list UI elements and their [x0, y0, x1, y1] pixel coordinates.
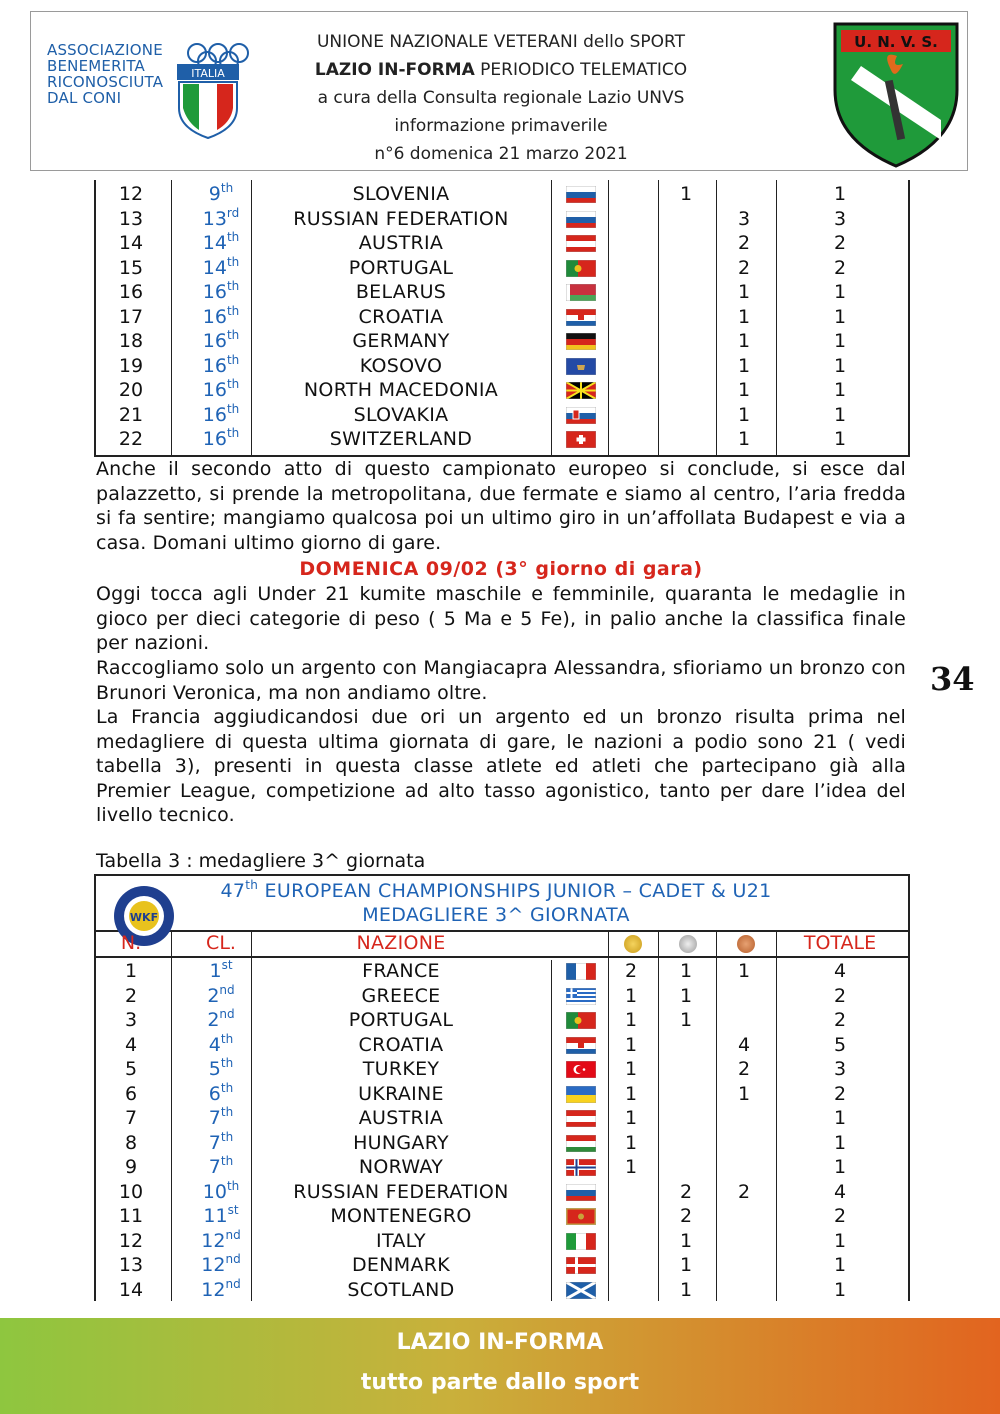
rank-number: 21	[118, 403, 144, 426]
nation-name: AUSTRIA	[358, 1107, 444, 1129]
gold-count: 1	[624, 984, 638, 1007]
total-count: 1	[833, 183, 847, 205]
classification-suffix: th	[226, 377, 240, 391]
rank-number: 13	[118, 207, 144, 230]
rank-number: 19	[118, 354, 144, 377]
rank-number: 13	[118, 1254, 144, 1276]
rank-number: 9	[124, 1156, 138, 1178]
total-count: 4	[833, 1180, 847, 1203]
total-count: 1	[833, 1278, 847, 1301]
header-cl: CL.	[206, 932, 236, 954]
nation-name: AUSTRIA	[358, 232, 444, 254]
table-row	[96, 1080, 908, 1108]
total-count: 1	[833, 403, 847, 426]
france-flag-icon	[566, 963, 596, 980]
classification-suffix: th	[220, 181, 234, 195]
svg-text:WKF: WKF	[129, 911, 159, 924]
table-row	[96, 982, 908, 1010]
classification-suffix: th	[220, 1080, 234, 1095]
header-title-block	[231, 28, 771, 168]
montenegro-flag-icon	[566, 1208, 596, 1225]
gold-medal-icon	[624, 935, 642, 953]
classification-number: 4	[208, 1033, 221, 1056]
silver-count: 1	[679, 183, 693, 205]
total-count: 1	[833, 379, 847, 401]
ukraine-flag-icon	[566, 1086, 596, 1103]
nation-name: GREECE	[361, 984, 441, 1007]
total-count: 5	[833, 1033, 847, 1056]
table-title-rest: EUROPEAN CHAMPIONSHIPS JUNIOR – CADET & U21	[258, 880, 772, 902]
gold-count: 1	[624, 1156, 638, 1178]
association-text	[47, 42, 163, 106]
table-row	[96, 205, 908, 233]
nation-name: FRANCE	[362, 960, 440, 982]
association-line-1: ASSOCIAZIONE	[47, 41, 163, 59]
header-nation: NAZIONE	[356, 932, 446, 954]
page-header	[30, 11, 968, 171]
slovenia-flag-icon	[566, 186, 596, 203]
classification-suffix: th	[220, 1031, 234, 1046]
classification-number: 16	[202, 305, 227, 328]
portugal-flag-icon	[566, 1012, 596, 1029]
croatia-flag-icon	[566, 1037, 596, 1054]
table-row	[96, 1107, 908, 1132]
table-row	[96, 401, 908, 429]
rank-number: 1	[124, 960, 138, 982]
header-line-5: n°6 domenica 21 marzo 2021	[374, 144, 628, 164]
medal-table-3	[94, 874, 910, 1301]
total-count: 2	[833, 1205, 847, 1227]
table-row	[96, 379, 908, 404]
association-line-4	[47, 90, 163, 106]
total-count: 2	[833, 232, 847, 254]
total-count: 1	[833, 428, 847, 450]
total-count: 1	[833, 281, 847, 303]
header-line-2	[231, 56, 771, 84]
classification-suffix: nd	[225, 1276, 241, 1291]
rank-number: 15	[118, 256, 144, 279]
rank-number: 20	[118, 379, 144, 401]
rank-number: 18	[118, 330, 144, 352]
classification-number: 13	[202, 207, 227, 230]
classification-number: 10	[202, 1180, 227, 1203]
classification-suffix: th	[226, 1178, 240, 1193]
bronze-count: 1	[737, 305, 751, 328]
nation-name: RUSSIAN FEDERATION	[293, 207, 509, 230]
bronze-count: 2	[737, 1180, 751, 1203]
classification-suffix: th	[226, 328, 240, 342]
bronze-count: 1	[737, 403, 751, 426]
classification-suffix: th	[226, 426, 240, 440]
table-row	[96, 960, 908, 985]
classification-number: 6	[208, 1082, 221, 1105]
association-line-3: RICONOSCIUTA	[47, 73, 164, 91]
table-title-sup: th	[245, 878, 259, 892]
silver-medal-icon	[679, 935, 697, 953]
classification-suffix: th	[226, 401, 240, 416]
nation-name: ITALY	[376, 1229, 426, 1252]
gold-count: 1	[624, 1009, 638, 1031]
bronze-count: 1	[737, 1082, 751, 1105]
rank-number: 14	[118, 1278, 144, 1301]
rank-number: 16	[118, 281, 144, 303]
denmark-flag-icon	[566, 1257, 596, 1274]
classification-number: 5	[208, 1058, 221, 1080]
bronze-count: 1	[737, 281, 751, 303]
germany-flag-icon	[566, 333, 596, 350]
bronze-count: 2	[737, 232, 751, 254]
classification-number: 9	[208, 183, 221, 205]
gold-count: 1	[624, 1033, 638, 1056]
classification-suffix: nd	[225, 1227, 241, 1242]
total-count: 1	[833, 1156, 847, 1178]
total-count: 3	[833, 1058, 847, 1080]
nation-name: NORTH MACEDONIA	[303, 379, 499, 401]
nation-name: DENMARK	[352, 1254, 450, 1276]
total-count: 2	[833, 256, 847, 279]
total-count: 4	[833, 960, 847, 982]
classification-suffix: rd	[226, 205, 240, 220]
nation-name: HUNGARY	[353, 1131, 449, 1154]
classification-number: 16	[202, 330, 227, 352]
table-title-num: 47	[220, 880, 246, 902]
table-row	[96, 1254, 908, 1279]
bronze-medal-icon	[737, 935, 755, 953]
nation-name: NORWAY	[358, 1156, 444, 1178]
hungary-flag-icon	[566, 1135, 596, 1152]
classification-number: 7	[208, 1156, 221, 1178]
rank-number: 11	[118, 1205, 144, 1227]
day-title: DOMENICA 09/02 (3° giorno di gara)	[299, 558, 703, 580]
switzerland-flag-icon	[566, 431, 596, 448]
svg-text:U. N. V. S.: U. N. V. S.	[854, 33, 938, 51]
classification-suffix: th	[220, 1105, 234, 1119]
norway-flag-icon	[566, 1159, 596, 1176]
header-line-3: a cura della Consulta regionale Lazio UNVS	[317, 88, 685, 108]
silver-count: 1	[679, 1009, 693, 1031]
portugal-flag-icon	[566, 260, 596, 277]
gold-count: 1	[624, 1082, 638, 1105]
classification-number: 16	[202, 428, 227, 450]
total-count: 1	[833, 305, 847, 328]
kosovo-flag-icon	[566, 358, 596, 375]
table-row	[96, 254, 908, 282]
bronze-count: 2	[737, 1058, 751, 1080]
page-number: 34	[930, 660, 975, 698]
classification-number: 1	[209, 960, 222, 982]
footer-slogan: tutto parte dallo sport	[360, 1370, 640, 1395]
bronze-count: 1	[737, 330, 751, 352]
italy-flag-icon	[566, 1233, 596, 1250]
rank-number: 17	[118, 305, 144, 328]
classification-number: 7	[208, 1131, 221, 1154]
gold-count: 2	[624, 960, 638, 982]
header-total: TOTALE	[803, 932, 877, 954]
classification-suffix: th	[226, 230, 240, 244]
table-row	[96, 428, 908, 453]
rank-number: 8	[124, 1131, 138, 1154]
classification-number: 16	[202, 281, 227, 303]
header-line-4: informazione primaverile	[394, 116, 608, 136]
classification-number: 16	[202, 379, 227, 401]
nation-name: CROATIA	[358, 1033, 444, 1056]
total-count: 3	[833, 207, 847, 230]
rank-number: 6	[124, 1082, 138, 1105]
total-count: 1	[833, 1107, 847, 1129]
rank-number: 3	[124, 1009, 138, 1031]
total-count: 1	[833, 354, 847, 377]
rank-number: 14	[118, 232, 144, 254]
classification-number: 16	[202, 403, 227, 426]
nation-name: TURKEY	[362, 1058, 440, 1080]
classification-suffix: th	[220, 1056, 234, 1070]
paragraph-1	[96, 457, 906, 555]
nation-name: GERMANY	[352, 330, 450, 352]
slovakia-flag-icon	[566, 407, 596, 424]
paragraph-3	[96, 656, 906, 705]
austria-flag-icon	[566, 235, 596, 252]
bronze-count: 1	[737, 428, 751, 450]
classification-number: 12	[201, 1278, 226, 1301]
table-row	[96, 1031, 908, 1059]
classification-number: 11	[203, 1205, 228, 1227]
paragraph-1-text: Anche il secondo atto di questo campionato europeo si conclude, si esce dal palazzetto, si prende la metropolitana, due fermate e siamo al centro, l’aria fredda si fa sentire; mangiamo qualcosa poi un ultimo giro in un’affollata Budapest e via a casa. Domani ultimo giorno di gare.	[96, 458, 906, 554]
total-count: 2	[833, 1009, 847, 1031]
table-row	[96, 330, 908, 355]
classification-suffix: th	[226, 352, 240, 367]
nation-name: SLOVAKIA	[353, 403, 449, 426]
classification-number: 2	[207, 1009, 220, 1031]
bronze-count: 1	[737, 354, 751, 377]
macedonia-flag-icon	[566, 382, 596, 399]
total-count: 2	[833, 984, 847, 1007]
table-row	[96, 1178, 908, 1206]
classification-suffix: st	[221, 958, 233, 972]
nation-name: UKRAINE	[358, 1082, 444, 1105]
rank-number: 5	[124, 1058, 138, 1080]
table-subtitle: MEDAGLIERE 3^ GIORNATA	[362, 904, 630, 926]
paragraph-2	[96, 582, 906, 656]
classification-suffix: nd	[219, 1007, 235, 1021]
table-row	[96, 1156, 908, 1181]
header-line-2-rest: PERIODICO TELEMATICO	[474, 60, 688, 80]
table-row	[96, 1009, 908, 1034]
gold-count: 1	[624, 1131, 638, 1154]
nation-name: PORTUGAL	[348, 256, 454, 279]
silver-count: 1	[679, 1278, 693, 1301]
silver-count: 1	[679, 1254, 693, 1276]
rank-number: 2	[124, 984, 138, 1007]
russia-flag-icon	[566, 1184, 596, 1201]
nation-name: SLOVENIA	[352, 183, 450, 205]
silver-count: 2	[679, 1180, 693, 1203]
table-row	[96, 352, 908, 380]
table-header-row	[96, 932, 908, 958]
table-row	[96, 303, 908, 331]
nation-name: RUSSIAN FEDERATION	[293, 1180, 509, 1203]
rank-number: 7	[124, 1107, 138, 1129]
silver-count: 1	[679, 1229, 693, 1252]
rank-number: 10	[118, 1180, 144, 1203]
bronze-count: 3	[737, 207, 751, 230]
rank-number: 22	[118, 428, 144, 450]
classification-suffix: st	[227, 1203, 239, 1217]
classification-number: 2	[207, 984, 220, 1007]
silver-count: 1	[679, 984, 693, 1007]
table-row	[96, 1058, 908, 1083]
rank-number: 12	[118, 183, 144, 205]
total-count: 1	[833, 1229, 847, 1252]
header-line-2-bold: LAZIO IN-FORMA	[314, 60, 475, 80]
silver-count: 2	[679, 1205, 693, 1227]
table-rows	[96, 960, 908, 1303]
table-row	[96, 281, 908, 306]
header-no: N.	[120, 932, 142, 954]
table-rows	[96, 183, 908, 453]
total-count: 1	[833, 330, 847, 352]
gold-count: 1	[624, 1058, 638, 1080]
table-row	[96, 232, 908, 257]
footer-title: LAZIO IN-FORMA	[396, 1330, 604, 1355]
bronze-count: 1	[737, 960, 751, 982]
nation-name: KOSOVO	[359, 354, 443, 377]
association-line-4-text: DAL CONI	[47, 89, 122, 107]
scotland-flag-icon	[566, 1282, 596, 1299]
classification-number: 14	[202, 256, 227, 279]
belarus-flag-icon	[566, 284, 596, 301]
total-count: 1	[833, 1254, 847, 1276]
medal-table-continued	[94, 180, 910, 457]
classification-suffix: th	[220, 1154, 234, 1168]
classification-suffix: th	[220, 1129, 234, 1144]
table-row	[96, 1227, 908, 1255]
croatia-flag-icon	[566, 309, 596, 326]
classification-suffix: nd	[225, 1252, 241, 1266]
table-caption: Tabella 3 : medagliere 3^ giornata	[96, 850, 426, 872]
classification-number: 12	[201, 1254, 226, 1276]
nation-name: SCOTLAND	[347, 1278, 455, 1301]
rank-number: 12	[118, 1229, 144, 1252]
greece-flag-icon	[566, 988, 596, 1005]
classification-number: 14	[202, 232, 227, 254]
nation-name: SWITZERLAND	[329, 428, 473, 450]
classification-suffix: nd	[219, 982, 235, 997]
silver-count: 1	[679, 960, 693, 982]
nation-name: BELARUS	[355, 281, 447, 303]
table-row	[96, 1205, 908, 1230]
russia-flag-icon	[566, 211, 596, 228]
unvs-shield-logo	[831, 20, 961, 168]
classification-number: 12	[201, 1229, 226, 1252]
classification-number: 7	[208, 1107, 221, 1129]
table-title-area	[96, 876, 908, 932]
paragraph-4	[96, 705, 906, 828]
table-title	[196, 880, 796, 902]
total-count: 1	[833, 1131, 847, 1154]
classification-suffix: th	[226, 254, 240, 269]
page-footer	[0, 1318, 1000, 1414]
association-line-2: BENEMERITA	[47, 57, 145, 75]
nation-name: MONTENEGRO	[330, 1205, 472, 1227]
nation-name: PORTUGAL	[348, 1009, 454, 1031]
paragraph-4-text: La Francia aggiudicandosi due ori un argento ed un bronzo risulta prima nel medagliere di questa ultima giornata di gare, le nazioni a podio sono 21 ( vedi tabella 3), presenti in questa classe atlete ed atleti che partecipano già alla Premier League, competizione ad alto tasso agonistico, tanto per dare l’idea del livello tecnico.	[96, 706, 906, 826]
nation-name: CROATIA	[358, 305, 444, 328]
header-line-1: UNIONE NAZIONALE VETERANI dello SPORT	[316, 32, 686, 52]
rank-number: 4	[124, 1033, 138, 1056]
total-count: 2	[833, 1082, 847, 1105]
table-row	[96, 183, 908, 208]
austria-flag-icon	[566, 1110, 596, 1127]
paragraph-2-text: Oggi tocca agli Under 21 kumite maschile e femminile, quaranta le medaglie in gioco per dieci categorie di peso ( 5 Ma e 5 Fe), in palio anche la classifica finale per nazioni.	[96, 583, 906, 654]
classification-suffix: th	[226, 303, 240, 318]
gold-count: 1	[624, 1107, 638, 1129]
bronze-count: 2	[737, 256, 751, 279]
classification-number: 16	[202, 354, 227, 377]
svg-text:ITALIA: ITALIA	[191, 67, 225, 80]
table-row	[96, 1129, 908, 1157]
bronze-count: 4	[737, 1033, 751, 1056]
classification-suffix: th	[226, 279, 240, 293]
paragraph-3-text: Raccogliamo solo un argento con Mangiacapra Alessandra, sfioriamo un bronzo con Brunori Veronica, ma non andiamo oltre.	[96, 657, 906, 704]
bronze-count: 1	[737, 379, 751, 401]
turkey-flag-icon	[566, 1061, 596, 1078]
table-row	[96, 1276, 908, 1304]
